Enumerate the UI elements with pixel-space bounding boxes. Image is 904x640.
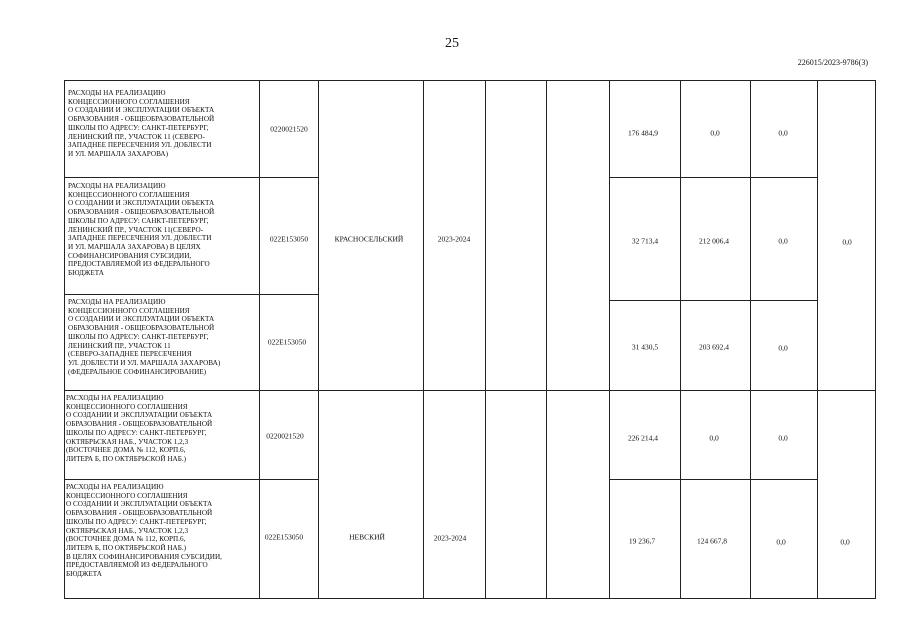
grid-line bbox=[259, 80, 260, 599]
row-5-value-1: 19 236,7 bbox=[628, 536, 656, 546]
group-1-district: КРАСНОСЕЛЬСКИЙ bbox=[334, 234, 404, 244]
row-2-code: 022E153050 bbox=[269, 234, 309, 244]
page-number: 25 bbox=[445, 36, 459, 51]
row-4-value-3: 0,0 bbox=[778, 433, 788, 443]
row-1-value-1: 176 484,9 bbox=[628, 128, 658, 138]
group-2-district: НЕВСКИЙ bbox=[349, 532, 385, 542]
grid-line bbox=[64, 294, 319, 295]
group-2-total: 0,0 bbox=[840, 537, 850, 547]
grid-line bbox=[423, 80, 424, 599]
row-3-description: РАСХОДЫ НА РЕАЛИЗАЦИЮ КОНЦЕССИОННОГО СОГЛАШЕНИЯ О СОЗДАНИИ И ЭКСПЛУАТАЦИИ ОБЪЕКТА ОБРАЗОВАНИЯ - ОБЩЕОБРАЗОВАТЕЛЬНОЙ ШКОЛЫ ПО АДРЕСУ: САНКТ-ПЕТЕРБУРГ, ЛЕНИНСКИЙ ПР., УЧАСТОК 11 (СЕВЕРО-ЗАПАДНЕЕ ПЕРЕСЕЧЕНИЯ УЛ. ДОБЛЕСТИ И УЛ. МАРШАЛА ЗАХАРОВА) (ФЕДЕРАЛЬНОЕ СОФИНАНСИРОВАНИЕ) bbox=[68, 298, 221, 376]
grid-line bbox=[546, 80, 547, 599]
row-5-value-2: 124 667,8 bbox=[697, 536, 727, 546]
grid-line bbox=[609, 300, 817, 301]
row-1-code: 0220021520 bbox=[270, 124, 308, 134]
group-1-period: 2023-2024 bbox=[437, 234, 471, 244]
row-5-description: РАСХОДЫ НА РЕАЛИЗАЦИЮ КОНЦЕССИОННОГО СОГЛАШЕНИЯ О СОЗДАНИИ И ЭКСПЛУАТАЦИИ ОБЪЕКТА ОБРАЗОВАНИЯ - ОБЩЕОБРАЗОВАТЕЛЬНОЙ ШКОЛЫ ПО АДРЕСУ: САНКТ-ПЕТЕРБУРГ, ОКТЯБРЬСКАЯ НАБ., УЧАСТОК 1,2,3 (ВОСТОЧНЕЕ ДОМА № 112, КОРП.6, ЛИТЕРА Б, ПО ОКТЯБРЬСКОЙ НАБ.) В ЦЕЛЯХ СОФИНАНСИРОВАНИЯ СУБСИДИИ, ПРЕДОСТАВЛЯЕМОЙ ИЗ ФЕДЕРАЛЬНОГО БЮДЖЕТА bbox=[66, 483, 222, 579]
group-1-total: 0,0 bbox=[842, 237, 852, 247]
grid-line bbox=[64, 390, 817, 391]
row-1-value-3: 0,0 bbox=[778, 128, 788, 138]
row-4-value-2: 0,0 bbox=[709, 433, 719, 443]
row-1-value-2: 0,0 bbox=[710, 128, 720, 138]
grid-line bbox=[750, 80, 751, 599]
row-2-value-2: 212 006,4 bbox=[699, 236, 729, 246]
grid-line bbox=[680, 80, 681, 599]
grid-line bbox=[609, 479, 817, 480]
row-5-value-3: 0,0 bbox=[776, 537, 786, 547]
row-3-value-2: 203 692,4 bbox=[699, 342, 729, 352]
row-2-value-1: 32 713,4 bbox=[631, 236, 659, 246]
row-2-description: РАСХОДЫ НА РЕАЛИЗАЦИЮ КОНЦЕССИОННОГО СОГЛАШЕНИЯ О СОЗДАНИИ И ЭКСПЛУАТАЦИИ ОБЪЕКТА ОБРАЗОВАНИЯ - ОБЩЕОБРАЗОВАТЕЛЬНОЙ ШКОЛЫ ПО АДРЕСУ: САНКТ-ПЕТЕРБУРГ, ЛЕНИНСКИЙ ПР., УЧАСТОК 11(СЕВЕРО- ЗАПАДНЕЕ ПЕРЕСЕЧЕНИЯ УЛ. ДОБЛЕСТИ И УЛ. МАРШАЛА ЗАХАРОВА) В ЦЕЛЯХ СОФИНАНСИРОВАНИЯ СУБСИДИИ, ПРЕДОСТАВЛЯЕМОЙ ИЗ ФЕДЕРАЛЬНОГО БЮДЖЕТА bbox=[68, 182, 215, 278]
row-4-value-1: 226 214,4 bbox=[628, 433, 658, 443]
row-3-value-3: 0,0 bbox=[778, 343, 788, 353]
row-5-code: 022E153050 bbox=[264, 532, 304, 542]
row-4-code: 0220021520 bbox=[266, 431, 304, 441]
row-2-value-3: 0,0 bbox=[778, 236, 788, 246]
grid-line bbox=[609, 177, 817, 178]
row-3-code: 022E153050 bbox=[267, 337, 307, 347]
row-4-description: РАСХОДЫ НА РЕАЛИЗАЦИЮ КОНЦЕССИОННОГО СОГЛАШЕНИЯ О СОЗДАНИИ И ЭКСПЛУАТАЦИИ ОБЪЕКТА ОБРАЗОВАНИЯ - ОБЩЕОБРАЗОВАТЕЛЬНОЙ ШКОЛЫ ПО АДРЕСУ: САНКТ-ПЕТЕРБУРГ, ОКТЯБРЬСКАЯ НАБ., УЧАСТОК 1,2,3 (ВОСТОЧНЕЕ ДОМА № 112, КОРП.6, ЛИТЕРА Б, ПО ОКТЯБРЬСКОЙ НАБ.) bbox=[66, 394, 213, 463]
row-1-description: РАСХОДЫ НА РЕАЛИЗАЦИЮ КОНЦЕССИОННОГО СОГЛАШЕНИЯ О СОЗДАНИИ И ЭКСПЛУАТАЦИИ ОБЪЕКТА ОБРАЗОВАНИЯ - ОБЩЕОБРАЗОВАТЕЛЬНОЙ ШКОЛЫ ПО АДРЕСУ: САНКТ-ПЕТЕРБУРГ, ЛЕНИНСКИЙ ПР., УЧАСТОК 11 (СЕВЕРО- ЗАПАДНЕЕ ПЕРЕСЕЧЕНИЯ УЛ. ДОБЛЕСТИ И УЛ. МАРШАЛА ЗАХАРОВА) bbox=[68, 89, 215, 158]
grid-line bbox=[817, 80, 818, 599]
row-3-value-1: 31 430,5 bbox=[631, 342, 659, 352]
grid-line bbox=[817, 390, 876, 391]
grid-line bbox=[318, 80, 319, 599]
grid-line bbox=[64, 479, 319, 480]
grid-line bbox=[609, 80, 610, 599]
grid-line bbox=[64, 177, 319, 178]
group-2-period: 2023-2024 bbox=[433, 533, 467, 543]
document-id: 226015/2023-9786(3) bbox=[797, 58, 868, 67]
grid-line bbox=[485, 80, 486, 599]
